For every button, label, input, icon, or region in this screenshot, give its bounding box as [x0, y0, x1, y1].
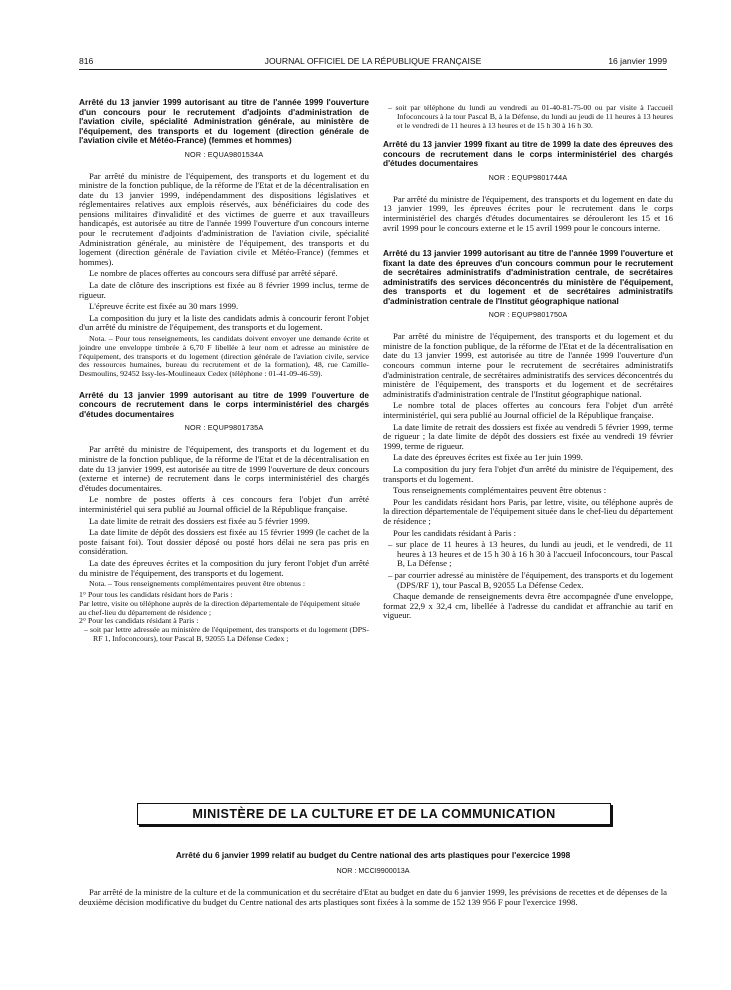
- right-column: [383, 104, 673, 623]
- nor-reference: NOR : MCCI9900013A: [336, 866, 410, 875]
- article-title: Arrêté du 13 janvier 1999 autorisant au titre de l'année 1999 l'ouverture et fixant la date des épreuves d'un concours commun pour le recrutement de secrétaires administratifs d'administration centrale, de secrétaires administratifs des services déconcentrés du ministère de l'équipement, des transports et du logement et de secrétaires administratifs d'administration centrale de l'Institut géographique national: [383, 248, 673, 306]
- paragraph: Par arrêté du ministre de l'équipement, des transports et du logement et du ministre de la fonction publique, de la réforme de l'Etat et de la décentralisation en date du 13 janvier 1999, est autorisée au titre de 1999 l'ouverture de deux concours (externe et interne) de recrutement dans le corps interministériel des chargés d'études documentaires.: [79, 444, 369, 493]
- article-budget-cnap: [79, 850, 667, 907]
- bullet-item: – sur place de 11 heures à 13 heures, du lundi au jeudi, et le vendredi, de 11 heures à 13 heures et de 15 h 30 à 16 h 30 à l'accueil Infoconcours, tour Pascal B, La Défense ;: [388, 539, 673, 569]
- nota-line: 1° Pour tous les candidats résidant hors de Paris :: [79, 590, 233, 599]
- paragraph: Par arrêté de la ministre de la culture et de la communication et du secrétaire d'Etat au budget en date du 6 janvier 1999, les prévisions de recettes et de dépenses de la deuxième décision modificative du budget du Centre national des arts plastiques sont fixées à la somme de 152 139 956 F pour l'exercice 1998.: [79, 887, 667, 907]
- article-title: Arrêté du 13 janvier 1999 autorisant au titre de 1999 l'ouverture de concours de recrutement dans le corps interministériel des chargés d'études documentaires: [79, 389, 369, 419]
- nota-bullet: – soit par lettre adressée au ministère de l'équipement, des transports et du logement (DPS-RF 1, Infoconcours), tour Pascal B, 92055 La Défense Cedex ;: [84, 625, 369, 643]
- nota-line: Par lettre, visite ou téléphone auprès de la direction départementale de l'équipement située au chef-lieu du département de résidence ;: [79, 598, 360, 617]
- paragraph: Par arrêté du ministre de l'équipement, des transports et du logement et du ministre de la fonction publique, de la réforme de l'Etat et de la décentralisation en date du 13 janvier 1999, est autorisée au titre de l'année 1999 l'ouverture d'un concours commun interne pour le recrutement de secrétaires administratifs d'administration centrale, de secrétaires administratifs des services déconcentrés du ministère de l'équipement, des transports et du logement et de secrétaires administratifs d'administration centrale de l'Institut géographique national.: [383, 331, 673, 399]
- article-dates-epreuves: [383, 140, 673, 233]
- page-number: 816: [79, 56, 94, 66]
- ministry-heading: MINISTÈRE DE LA CULTURE ET DE LA COMMUNICATION: [137, 803, 611, 825]
- paragraph: L'épreuve écrite est fixée au 30 mars 1999.: [89, 301, 239, 312]
- paragraph: Chaque demande de renseignements devra être accompagnée d'une enveloppe, format 22,9 x 32,4 cm, libellée à l'adresse du candidat et affranchie au tarif en vigueur.: [383, 591, 673, 621]
- nota-continuation: – soit par téléphone du lundi au vendredi au 01-40-81-75-00 ou par visite à l'accueil Infoconcours à la tour Pascal B, à la Défense, du lundi au jeudi de 11 heures à 13 heures et le vendredi de 11 heures à 13 heures et de 15 h 30 à 16 h 30.: [388, 103, 673, 130]
- paragraph: Le nombre de places offertes au concours sera diffusé par arrêté séparé.: [89, 268, 338, 279]
- paragraph: La date limite de retrait des dossiers est fixée au vendredi 5 février 1999, terme de rigueur ; la date limite de dépôt des dossiers est fixée au vendredi 19 février 1999, terme de rigueur.: [383, 421, 673, 451]
- paragraph: Le nombre total de places offertes au concours fera l'objet d'un arrêté interministériel, qui sera publié au Journal officiel de la République française.: [383, 400, 673, 421]
- article-title: Arrêté du 13 janvier 1999 autorisant au titre de l'année 1999 l'ouverture d'un concours pour le recrutement d'adjoints d'administration de l'aviation civile, spécialité Administration générale, au ministère de l'équipement, des transports et du logement (direction générale de l'aviation civile et Météo-France) (femmes et hommes): [79, 97, 369, 145]
- paragraph: La date limite de retrait des dossiers est fixée au 5 février 1999.: [89, 515, 310, 526]
- article-secretaires-administratifs: [383, 249, 673, 621]
- bullet-item: – par courrier adressé au ministère de l'équipement, des transports et du logement (DPS/RF 1), tour Pascal B, 92055 La Défense Cedex.: [388, 569, 673, 590]
- paragraph: Tous renseignements complémentaires peuvent être obtenus :: [393, 485, 607, 496]
- spacer: [383, 235, 673, 249]
- nota: Nota. – Pour tous renseignements, les candidats doivent envoyer une demande écrite et joindre une enveloppe timbrée à 6,70 F libellée à leur nom et adresse au ministère de l'équipement, des transports et du logement (direction générale de l'aviation civile, service des ressources humaines, bureau du recrutement et de la formation), 48, rue Camille-Desmoulins, 92452 Issy-les-Moulineaux Cedex (téléphone : 01-41-09-46-59).: [79, 334, 369, 379]
- nota-line: 2° Pour les candidats résidant à Paris :: [79, 616, 199, 626]
- paragraph: La composition du jury et la liste des candidats admis à concourir feront l'objet d'un arrêté du ministre de l'équipement, des transports et du logement.: [79, 312, 369, 333]
- paragraph: Le nombre de postes offerts à ces concours fera l'objet d'un arrêté interministériel qui sera publié au Journal officiel de la République française.: [79, 494, 369, 515]
- running-header: [79, 56, 667, 70]
- nor-reference: NOR : EQUP9801744A: [488, 172, 568, 182]
- paragraph: Pour les candidats résidant à Paris :: [393, 527, 517, 538]
- nor-reference: NOR : EQUA9801534A: [184, 149, 264, 159]
- article-title: Arrêté du 6 janvier 1999 relatif au budget du Centre national des arts plastiques pour l'exercice 1998: [175, 850, 571, 860]
- left-column: [79, 98, 369, 644]
- paragraph: La date des épreuves écrites et la composition du jury feront l'objet d'un arrêté du ministre de l'équipement, des transports et du logement.: [79, 558, 369, 578]
- journal-title: JOURNAL OFFICIEL DE LA RÉPUBLIQUE FRANÇAISE: [264, 56, 482, 66]
- paragraph: La date de clôture des inscriptions est fixée au 8 février 1999 inclus, terme de rigueur.: [79, 280, 369, 300]
- nota: Nota. – Tous renseignements complémentaires peuvent être obtenus :: [89, 579, 306, 589]
- paragraph: La date limite de dépôt des dossiers est fixée au 15 février 1999 (le cachet de la poste faisant foi). Tout dossier déposé ou posté hors délai ne sera pas pris en considération.: [79, 527, 369, 557]
- paragraph: Par arrêté du ministre de l'équipement, des transports et du logement et du ministre de la fonction publique, de la réforme de l'Etat et de la décentralisation en date du 13 janvier 1999, indépendamment des dispositions législatives et réglementaires relatives aux emplois réservés, aux bénéficiaires du code des pensions militaires d'invalidité et des victimes de guerre et aux travailleurs handicapés, est autorisée au titre de l'année 1999 l'ouverture d'un concours interne pour le recrutement d'adjoints d'administration de l'aviation civile, spécialité Administration générale, au ministère de l'équipement, des transports et du logement (direction générale de l'aviation civile et Météo-France) (femmes et hommes).: [79, 170, 369, 267]
- nor-reference: NOR : EQUP9801735A: [184, 423, 264, 433]
- paragraph: Pour les candidats résidant hors Paris, par lettre, visite, ou téléphone auprès de la direction départementale de l'équipement située dans le chef-lieu du département de résidence ;: [383, 496, 673, 526]
- paragraph: Par arrêté du ministre de l'équipement, des transports et du logement en date du 13 janvier 1999, les épreuves écrites pour le recrutement dans le corps interministériel des chargés d'études documentaires se dérouleront les 15 et 16 avril 1999 pour le concours externe et le 15 avril 1999 pour le concours interne.: [383, 193, 673, 233]
- nor-reference: NOR : EQUP9801750A: [488, 310, 568, 320]
- article-title: Arrêté du 13 janvier 1999 fixant au titre de 1999 la date des épreuves des concours de recrutement dans le corps interministériel des chargés d'études documentaires: [383, 139, 673, 169]
- article-charges-etudes: [79, 391, 369, 644]
- paragraph: La composition du jury fera l'objet d'un arrêté du ministre de l'équipement, des transports et du logement.: [383, 463, 673, 484]
- issue-date: 16 janvier 1999: [608, 56, 667, 66]
- article-adjoints-aviation: [79, 98, 369, 379]
- header-rule: [79, 69, 667, 70]
- paragraph: La date des épreuves écrites est fixée au 1er juin 1999.: [393, 452, 583, 463]
